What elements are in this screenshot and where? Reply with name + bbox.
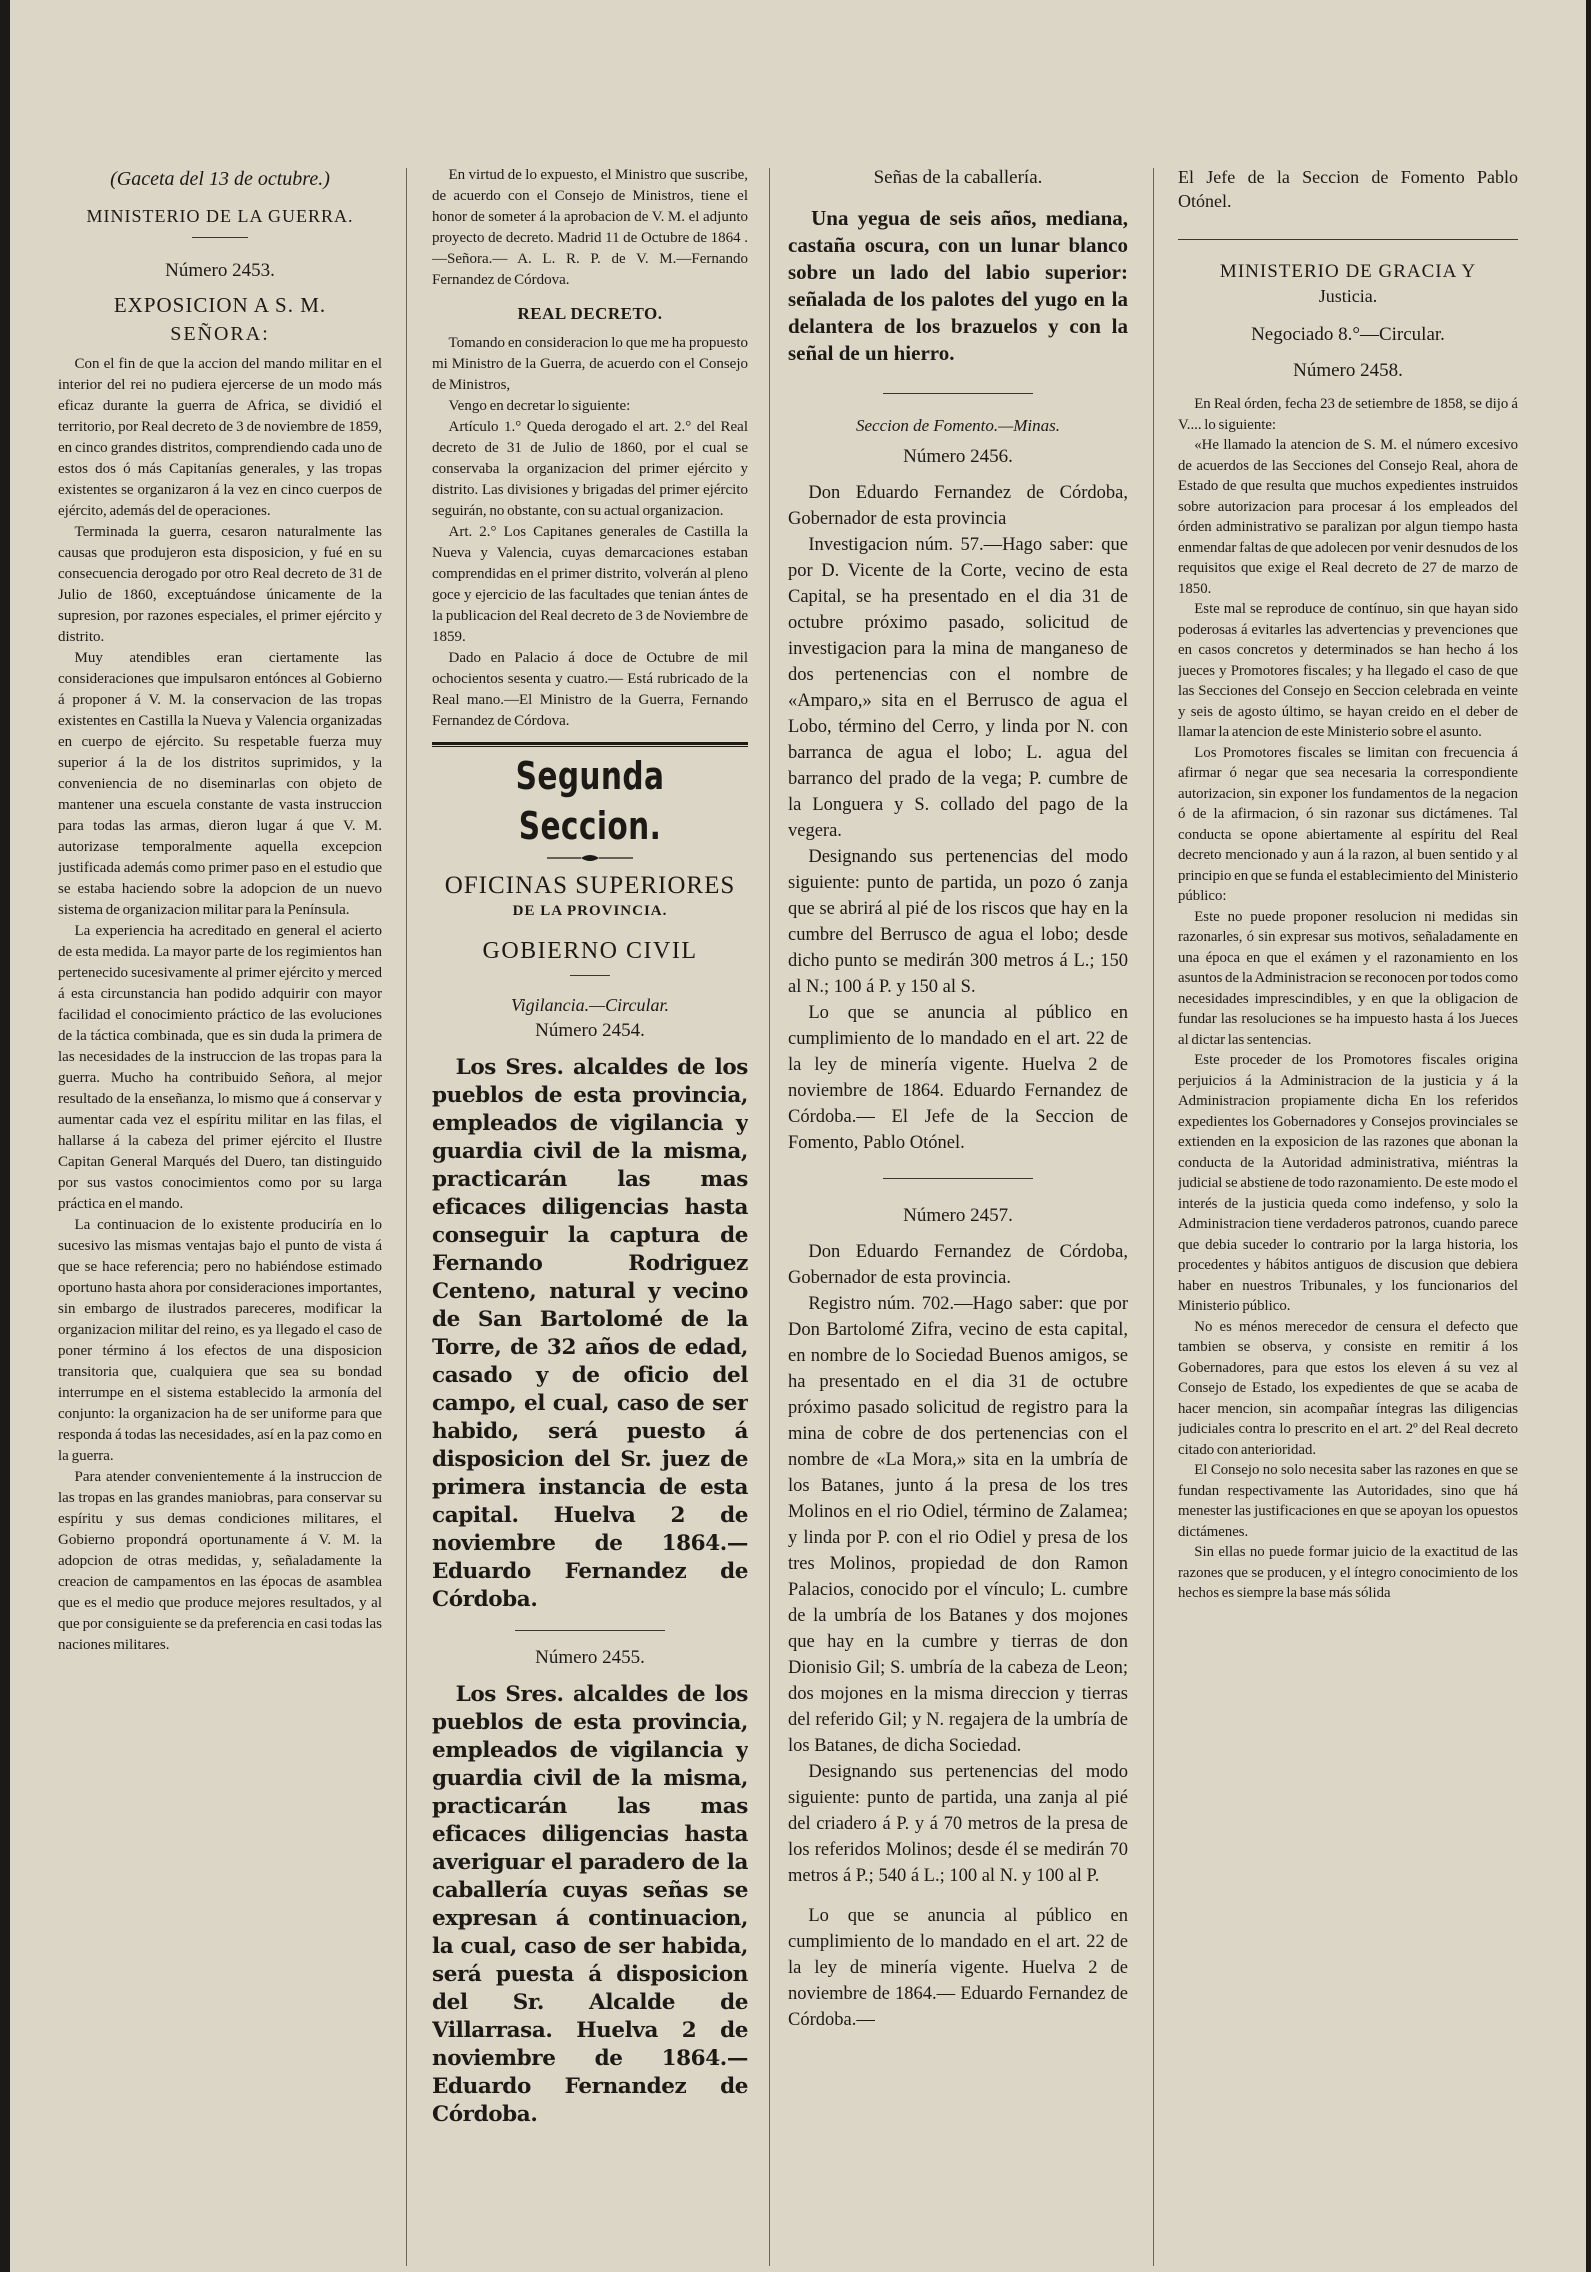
paragraph: En virtud de lo expuesto, el Ministro que suscribe, de acuerdo con el Consejo de Ministros, tiene el honor de someter á la aprobacion de V. M. el adjunto proyecto de decreto. Madrid 11 de Octubre de 1864 .—Señora.— A. L. R. P. de V. M.—Fernando Fernandez de Córdova. — [432, 167, 748, 288]
paragraph: Investigacion núm. 57.—Hago saber: que por D. Vicente de la Corte, vecino de esta Capital, se ha presentado en el dia 31 de octubre próximo pasado, solicitud de investigacion para la mina de manganeso de dos pertenencias con el nombre de «Amparo,» sita en el Berrusco de agua el Lobo, término del Cerro, y linda por N. con barranca de agua el lobo; L. agua del barranco del prado de la vega; P. cumbre de la Longuera y S. collado del pago de la vegera. — [788, 535, 1128, 841]
paragraph: La experiencia ha acreditado en general el acierto de esta medida. La mayor parte de los regimientos han pertenecido sucesivamente al primer ejército y merced á esta circunstancia han podido adquirir con mayor facilidad el conocimiento práctico de las evoluciones de la táctica combinada, que es sin duda la primera de las necesidades de la instruccion de las tropas para la guerra. Mucho ha contribuido Señora, al mejor resultado de la enseñanza, lo mismo que á conservar y aumentar cada vez el espíritu militar en las filas, el hallarse á la cabeza del primer ejército el Ilustre Capitan General Marqués del Duero, tan distinguido por sus vastos conocimientos como por su larga práctica en el mando. — [58, 923, 382, 1212]
section-heading: Segunda Seccion. — [515, 754, 665, 848]
section-signoff: El Jefe de la Seccion de Fomento Pablo Otónel. — [1178, 167, 1518, 211]
paragraph: Lo que se anuncia al público en cumplimiento de lo mandado en el art. 22 de la ley de minería vigente. Huelva 2 de noviembre de 1864. Eduardo Fernandez de Córdoba.— El Jefe de la Seccion de Fomento, Pablo Otónel. — [788, 1003, 1128, 1153]
notice-number: Número 2458. — [1293, 360, 1403, 381]
ministry-heading: MINISTERIO DE GRACIA Y — [1219, 261, 1477, 282]
paragraph: Dado en Palacio á doce de Octubre de mil ochocientos sesenta y cuatro.— Está rubricado de la Real mano.—El Ministro de la Guerra, Fernando Fernandez de Córdova. — [432, 650, 748, 729]
notice-number: Número 2454. — [535, 1020, 645, 1041]
column-rule-3 — [1153, 168, 1154, 2266]
divider — [570, 975, 610, 976]
divider — [192, 237, 248, 238]
paragraph: Con el fin de que la accion del mando militar en el interior del rei no pudiera ejercerse de un modo más eficaz durante la guerra de Africa, se dividió el territorio, por Real decreto de 3 de noviembre de 1859, en cinco grandes distritos, comprendiendo cada uno de estos dos ó más Capitanías generales, y las tropas existentes se organizaron á la vez en cinco cuerpos de ejército, además del de operaciones. — [58, 356, 382, 519]
governor-line: Don Eduardo Fernandez de Córdoba, Gobernador de esta provincia. — [788, 1242, 1128, 1288]
ministry-heading: MINISTERIO DE LA GUERRA. — [86, 206, 354, 226]
divider — [883, 1178, 1033, 1179]
horse-description: Una yegua de seis años, mediana, castaña oscura, con un lunar blanco sobre un lado del labio superior: señalada de los palotes del yugo en la delantera de los brazuelos y con la señal de un hierro. — [788, 206, 1128, 365]
divider — [515, 1630, 665, 1631]
vigilance-heading: Vigilancia.—Circular. — [510, 995, 669, 1015]
paragraph: Designando sus pertenencias del modo siguiente: punto de partida, una zanja al pié del criadero á P. y á 70 metros de la presa de los referidos Molinos; desde él se medirán 70 metros á P.; 540 á L.; 100 al N. y 100 al P. — [788, 1762, 1128, 1886]
paragraph: Sin ellas no puede formar juicio de la exactitud de las razones que se producen, y el íntegro conocimiento de los hechos es siempre la base más sólida — [1178, 1544, 1518, 1601]
section-divider — [432, 742, 748, 747]
notice-number: Número 2456. — [903, 446, 1013, 467]
paragraph: Registro núm. 702.—Hago saber: que por Don Bartolomé Zifra, vecino de esta capital, en nombre de lo Sociedad Buenos amigos, se ha presentado en el dia 31 de octubre próximo pasado solicitud de registro para la mina de cobre de dos pertenencias con el nombre de «La Mora,» sita en la umbría de los Batanes, junto á la presa de los tres Molinos en el rio Odiel, término de Zalamea; y linda por P. con el rio Odiel y presa de los tres Molinos, propiedad de don Ramon Palacios, conocido por el vínculo; L. cumbre de la umbría de los Batanes y dos mojones que hay en la cumbre y tierras de don Dionisio Gil; S. umbría de la cabeza de Leon; dos mojones en la misma direccion y tierras del referido Gil; y N. regajera de la umbría de los Batanes, de dicha Sociedad. — [788, 1294, 1128, 1756]
signs-heading: Señas de la caballería. — [873, 167, 1043, 188]
ornament-icon — [545, 853, 635, 863]
newspaper-page — [10, 0, 1586, 2272]
ministry-heading-2: Justicia. — [1318, 286, 1378, 306]
notice-number: Número 2457. — [903, 1205, 1013, 1226]
paragraph: Vengo en decretar lo siguiente: — [448, 398, 631, 414]
column-rule-1 — [406, 168, 407, 2266]
offices-subheading: DE LA PROVINCIA. — [512, 903, 668, 919]
paragraph: Art. 2.° Los Capitanes generales de Castilla la Nueva y Valencia, cuyas demarcaciones estaban comprendidas en el primer distrito, volverán al pleno goce y ejercicio de las facultades que tenian ántes de la publicacion del Real decreto de 3 de Noviembre de 1859. — [432, 524, 748, 645]
column-4 — [1178, 165, 1518, 2264]
page-edge — [1586, 0, 1591, 2272]
paragraph: Terminada la guerra, cesaron naturalmente las causas que produjeron esta disposicion, y fué en su consecuencia derogado por otro Real decreto de 31 de Julio de 1860, exceptuándose únicamente de la supresion, por razones especiales, el primer ejército y distrito. — [58, 524, 382, 645]
paragraph: Este proceder de los Promotores fiscales origina perjuicios á la Administracion de la justicia y á la Administracion propiamente dicha En los referidos expedientes los Gobernadores y Consejos provinciales se extienden en la exposicion de las razones que abonan la conducta de la Autoridad administrativa, miéntras la judicial se abstiene de todo razonamiento. De este modo el interés de la justicia queda como indefenso, y solo la Administracion tiene verdaderos patronos, cuando parece que debia suceder lo contrario por la larga historia, los procedentes y hábitos antiguos de discusion que debiera haber en nuestros Tribunales, y los funcionarios del Ministerio público. — [1178, 1052, 1518, 1314]
paragraph: Designando sus pertenencias del modo siguiente: punto de partida, un pozo ó zanja que se abrirá al pié de los riscos que hay en la cumbre del Berrusco de agua el lobo; desde dicho punto se medirán 300 metros á L.; 150 al N.; 100 á P. y 150 al S. — [788, 847, 1128, 997]
paragraph: «He llamado la atencion de S. M. el número excesivo de acuerdos de las Secciones del Consejo Real, ahora de Estado de que resulta que muchos expedientes instruidos sobre autorizacion para procesar á los empleados del órden administrativo se paralizan por algun tiempo hasta enmendar faltas de que adolecen por venir desnudos de los requisitos que exige el Real decreto de 27 de marzo de 1850. — [1178, 437, 1518, 597]
decree-heading: REAL DECRETO. — [517, 304, 663, 323]
gazette-date: (Gaceta del 13 de octubre.) — [110, 168, 330, 190]
government-heading: GOBIERNO CIVIL — [482, 938, 698, 964]
paragraph: En Real órden, fecha 23 de setiembre de 1858, se dijo á V.... lo siguiente: — [1178, 396, 1518, 433]
divider — [1178, 239, 1518, 240]
paragraph: Los Promotores fiscales se limitan con frecuencia á afirmar ó negar que sea necesaria la correspondiente autorizacion, sin exponer los fundamentos de la negacion ó de la afirmacion, ó sin razonar sus dictámenes. Tal conducta se opone abiertamente al espíritu del Real decreto mencionado y aun á la razon, al buen sentido y al principio en que se funda el establecimiento del Ministerio público: — [1178, 744, 1518, 904]
paragraph: Lo que se anuncia al público en cumplimiento de lo mandado en el art. 22 de la ley de minería vigente. Huelva 2 de noviembre de 1864.— Eduardo Fernandez de Córdoba.— — [788, 1906, 1128, 2030]
divider — [883, 393, 1033, 394]
column-rule-2 — [769, 168, 770, 2266]
column-2 — [432, 165, 748, 2264]
paragraph: El Consejo no solo necesita saber las razones en que se fundan respectivamente las Autoridades, sino que há menester las justificaciones en que se apoyan los opuestos dictámenes. — [1178, 1462, 1518, 1540]
horse-notice: Los Sres. alcaldes de los pueblos de esta provincia, empleados de vigilancia y guardia civil de la misma, practicarán las mas eficaces diligencias hasta averiguar el paradero de la caballería cuyas señas se expresan á continuacion, la cual, caso de ser habida, será puesta á disposicion del Sr. Alcalde de Villarrasa. Huelva 2 de noviembre de 1864.—Eduardo Fernandez de Córdoba. — [432, 1682, 748, 2127]
paragraph: Para atender convenientemente á la instruccion de las tropas en las grandes maniobras, para conservar su espíritu y sus demas condiciones militares, el Gobierno propondrá oportunamente á V. M. la adopcion de otras medidas, y, señaladamente la creacion de campamentos en las épocas de asamblea que es el medio que produce mejores resultados, y al que por consiguiente se da preferencia en casi todas las naciones militares. — [58, 1469, 382, 1653]
governor-line: Don Eduardo Fernandez de Córdoba, Gobernador de esta provincia — [788, 483, 1128, 529]
paragraph: La continuacion de lo existente produciría en lo sucesivo las mismas ventajas bajo el punto de vista á que se hace referencia; pero no habiéndose estimado oportuno hasta ahora por consideraciones importantes, sin embargo de ilustrados pareceres, modificar la organizacion militar del reino, es ya llegado el caso de poner término á los efectos de una disposicion transitoria que, cualquiera que sea su bondad interrumpe en el sistema establecido la armonía del conjunto: la organizacion ha de ser uniforme para que responda á todas las necesidades, así en la paz como en la guerra. — [58, 1217, 382, 1464]
salutation: SEÑORA: — [170, 323, 270, 345]
paragraph: Artículo 1.° Queda derogado el art. 2.° del Real decreto de 31 de Julio de 1860, por el cual se conservaba la organizacion del primer ejército y distrito. Las divisiones y brigadas del primer ejército seguirán, no obstante, con su actual organizacion. — [432, 419, 748, 519]
exposition-heading: EXPOSICION A S. M. — [113, 293, 327, 317]
negociado-heading: Negociado 8.°—Circular. — [1251, 324, 1445, 345]
mining-heading: Seccion de Fomento.—Minas. — [856, 416, 1060, 435]
notice-number: Número 2455. — [535, 1647, 645, 1668]
capture-notice: Los Sres. alcaldes de los pueblos de esta provincia, empleados de vigilancia y guardia civil de la misma, practicarán las mas eficaces diligencias hasta conseguir la captura de Fernando Rodriguez Centeno, natural y vecino de San Bartolomé de la Torre, de 32 años de edad, casado y de oficio del campo, el cual, caso de ser habido, será puesto á disposicion del Sr. juez de primera instancia de esta capital. Huelva 2 de noviembre de 1864.—Eduardo Fernandez de Córdoba. — [432, 1055, 748, 1612]
column-3 — [788, 165, 1128, 2264]
offices-heading: OFICINAS SUPERIORES — [444, 872, 736, 899]
paragraph: Tomando en consideracion lo que me ha propuesto mi Ministro de la Guerra, de acuerdo con el Consejo de Ministros, — [432, 335, 748, 393]
column-1 — [58, 165, 382, 2264]
notice-number: Número 2453. — [165, 260, 275, 281]
paragraph: No es ménos merecedor de censura el defecto que tambien se observa, y consiste en remitir á los Gobernadores, para que estos los eleven á su vez al Consejo de Estado, los expedientes de que se acaba de hacer mencion, sin acompañar íntegras las diligencias judiciales contra lo prescrito en el art. 2º del Real decreto citado con anterioridad. — [1178, 1318, 1518, 1458]
paragraph: Este no puede proponer resolucion ni medidas sin razonarles, ó sin expresar sus motivos, señaladamente en una época en que el exámen y el razonamiento en los asuntos de la Administracion se reconocen por todos como necesidades imprescindibles, y en que la obligacion de fundar las resoluciones se ha impuesto hasta á los Jueces al dictar las sentencias. — [1178, 908, 1518, 1048]
paragraph: Muy atendibles eran ciertamente las consideraciones que impulsaron entónces al Gobierno á proponer á V. M. la conservacion de las tropas existentes en Castilla la Nueva y Valencia organizadas en cuerpo de ejército. Su respetable fuerza muy superior á la de los distritos suprimidos, y la conveniencia de no diseminarlas con objeto de mantener una escuela constante de vasta instruccion para todas las armas, dieron lugar á que V. M. autorizase temporalmente aquella excepcion justificada además como primer paso en el estudio que se estaba haciendo sobre la adopcion de un nuevo sistema de organizacion militar para la Península. — [58, 650, 382, 918]
paragraph: Este mal se reproduce de contínuo, sin que hayan sido poderosas á evitarles las advertencias y prevenciones que en casos concretos y determinados se han hecho á los jueces y Promotores fiscales; y ha llegado el caso de que las Secciones del Consejo en Seccion celebrada en veinte y seis de agosto último, se hayan creido en el deber de llamar la atencion de este Ministerio sobre el asunto. — [1178, 601, 1518, 740]
